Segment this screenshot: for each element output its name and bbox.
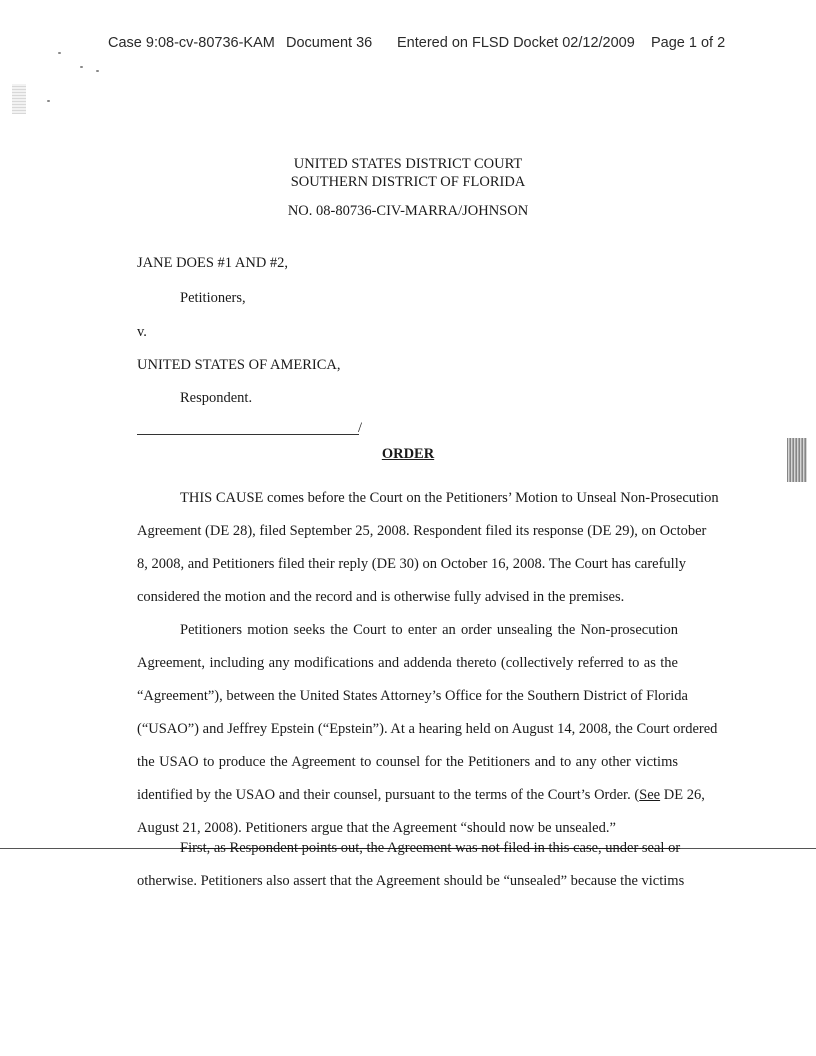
body-line: Agreement (DE 28), filed September 25, 2008. Respondent filed its response (DE 29), on October	[137, 523, 707, 539]
order-title: ORDER	[381, 446, 435, 462]
scan-artifact-left	[12, 84, 26, 114]
scan-speck	[80, 66, 83, 68]
body-line: 8, 2008, and Petitioners filed their reply (DE 30) on October 16, 2008. The Court has carefully	[137, 556, 686, 572]
header-case-number: Case 9:08-cv-80736-KAM	[108, 35, 275, 51]
body-line: First, as Respondent points out, the Agreement was not filed in this case, under seal or	[180, 840, 681, 856]
body-line: considered the motion and the record and is otherwise fully advised in the premises.	[137, 589, 625, 605]
body-line: (“USAO”) and Jeffrey Epstein (“Epstein”). At a hearing held on August 14, 2008, the Court ordered	[137, 721, 718, 737]
body-text: DE 26,	[660, 787, 705, 803]
caption-rule	[137, 434, 359, 435]
see-signal: See	[639, 787, 661, 803]
caption-slash: /	[358, 420, 363, 436]
body-text: identified by the USAO and their counsel, pursuant to the terms of the Court’s Order. (	[137, 787, 640, 803]
respondent-name: UNITED STATES OF AMERICA,	[137, 357, 341, 373]
header-document-number: Document 36	[286, 35, 373, 51]
court-district: SOUTHERN DISTRICT OF FLORIDA	[290, 174, 526, 190]
body-line: THIS CAUSE comes before the Court on the Petitioners’ Motion to Unseal Non-Prosecution	[180, 490, 719, 506]
case-number: NO. 08-80736-CIV-MARRA/JOHNSON	[287, 203, 529, 219]
header-entered-date: Entered on FLSD Docket 02/12/2009	[397, 35, 635, 51]
body-line: August 21, 2008). Petitioners argue that the Agreement “should now be unsealed.”	[137, 820, 616, 836]
body-line: otherwise. Petitioners also assert that the Agreement should be “unsealed” because the victims	[137, 873, 685, 889]
body-line: Agreement, including any modifications and addenda thereto (collectively referred to as the	[137, 655, 678, 671]
header-page-number: Page 1 of 2	[651, 35, 726, 51]
body-line: Petitioners motion seeks the Court to enter an order unsealing the Non-prosecution	[180, 622, 678, 638]
body-line: “Agreement”), between the United States Attorney’s Office for the Southern District of Florida	[137, 688, 688, 704]
court-name: UNITED STATES DISTRICT COURT	[293, 156, 523, 172]
body-line: the USAO to produce the Agreement to counsel for the Petitioners and to any other victims	[137, 754, 678, 770]
body-line	[137, 787, 705, 804]
scan-speck	[47, 100, 50, 102]
petitioners-name: JANE DOES #1 AND #2,	[137, 255, 289, 271]
scan-speck	[96, 70, 99, 72]
petitioners-role: Petitioners,	[180, 290, 246, 306]
scan-speck	[58, 52, 61, 54]
versus: v.	[137, 324, 147, 340]
respondent-role: Respondent.	[180, 390, 253, 406]
